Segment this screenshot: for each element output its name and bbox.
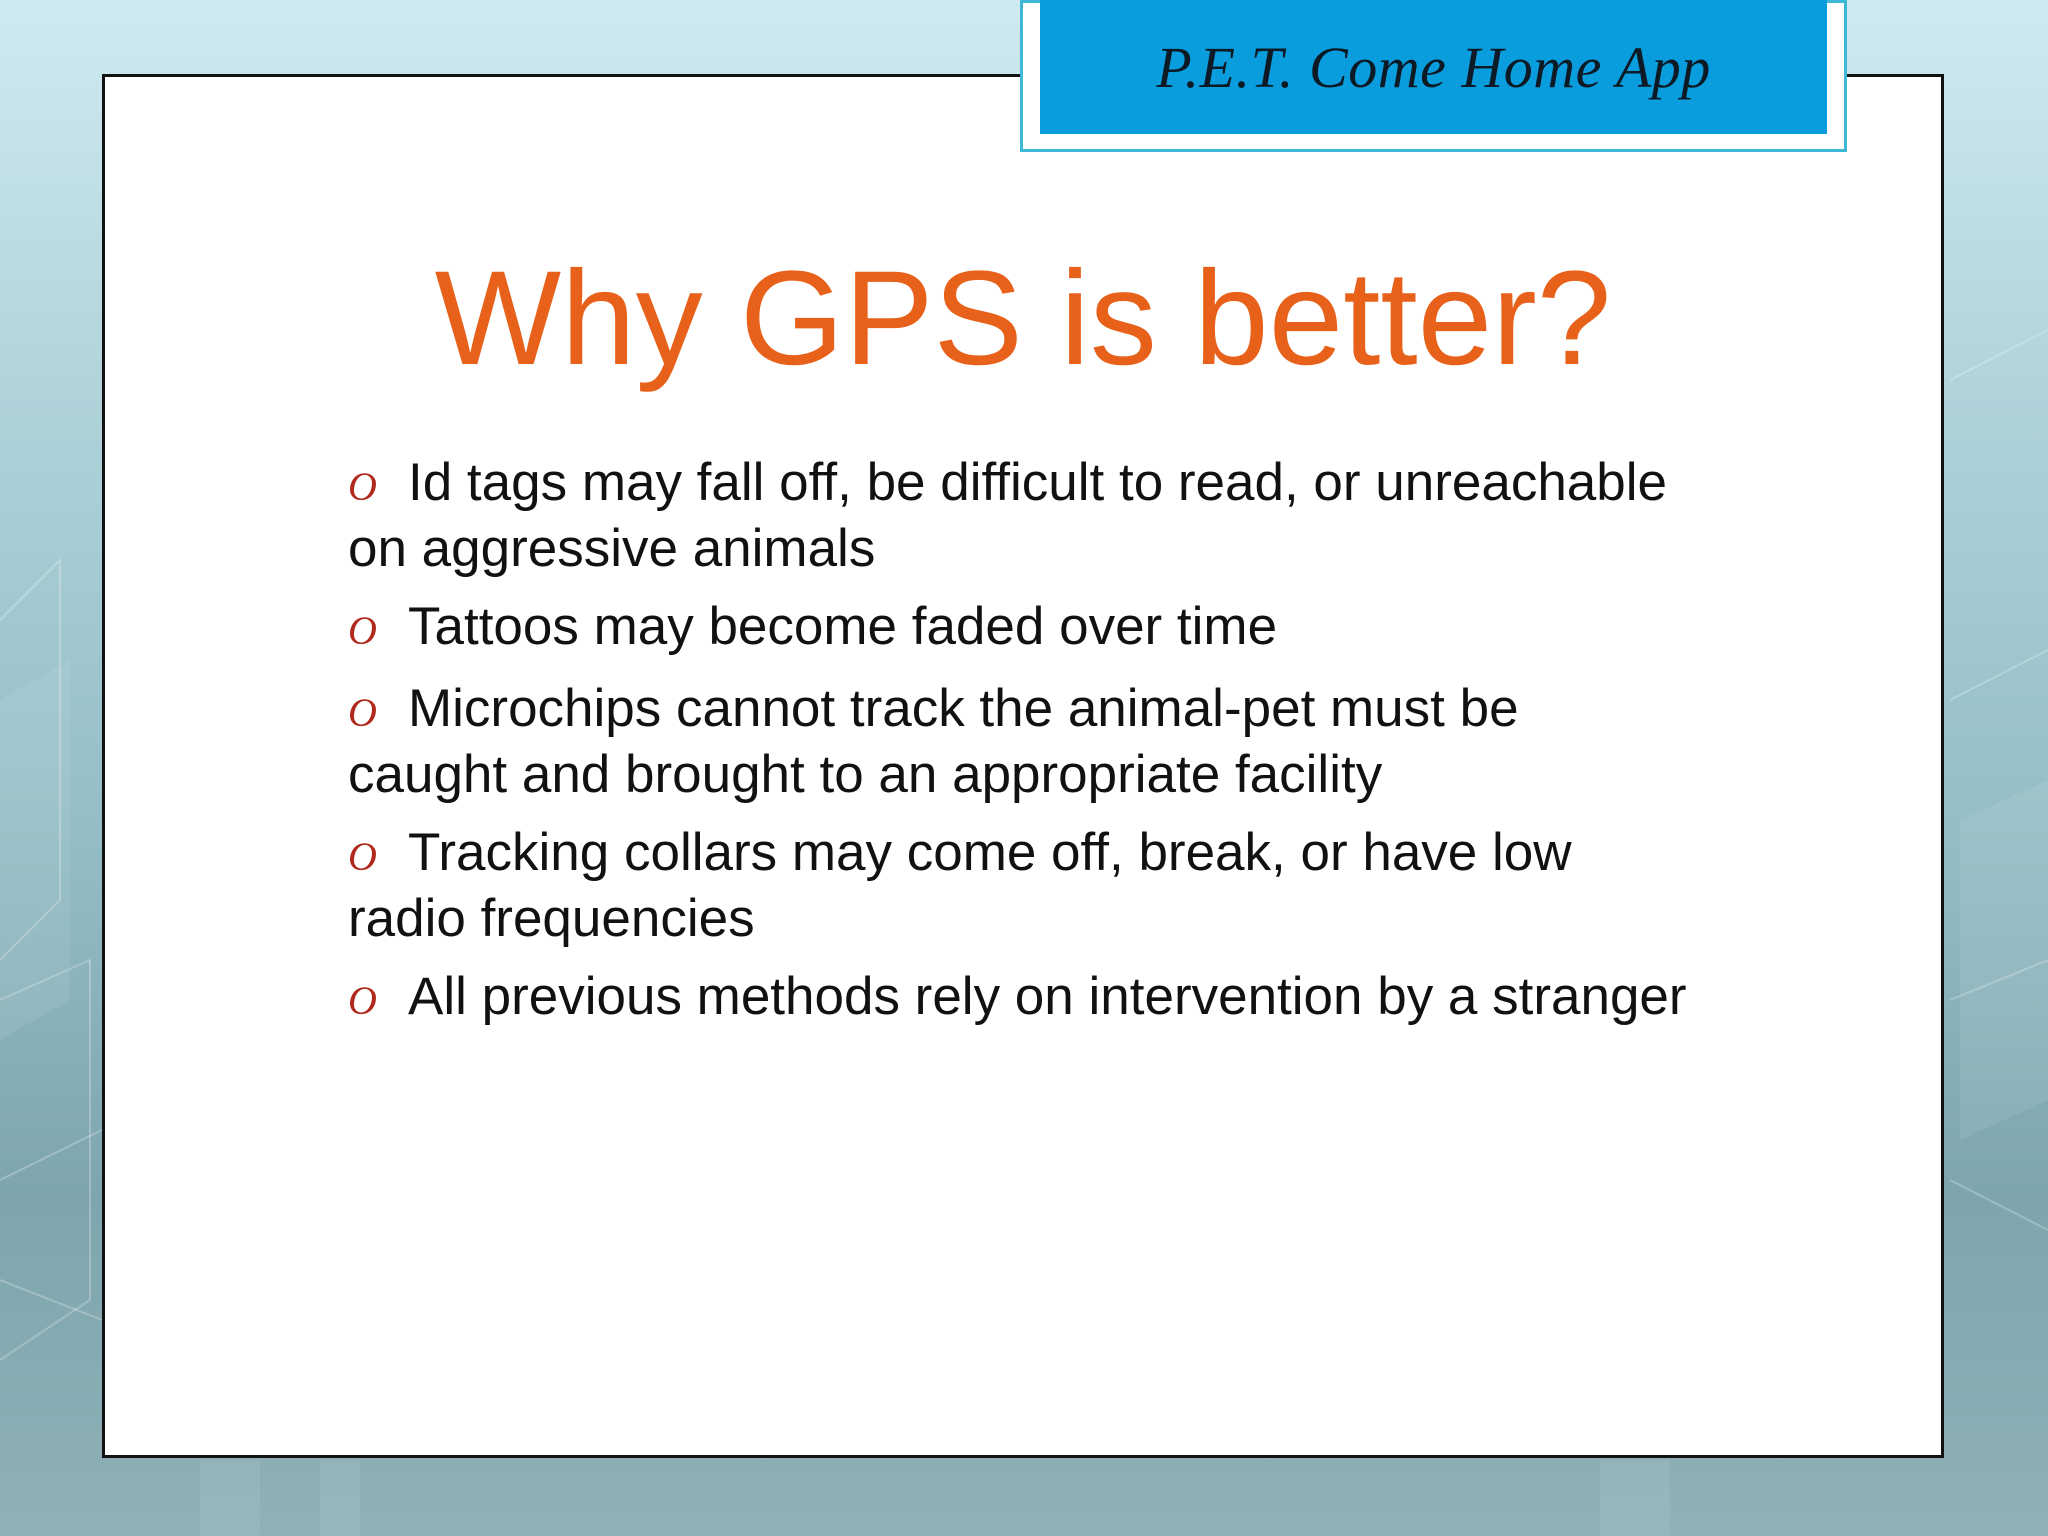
bullet-text: Microchips cannot track the animal-pet must be caught and brought to an appropriate facility: [348, 679, 1519, 804]
bullet-marker-icon: O: [348, 978, 377, 1023]
slide-title-text: Why GPS is better?: [434, 244, 1612, 393]
list-item: [348, 966, 1688, 1032]
bullet-marker-icon: O: [348, 464, 377, 509]
header-banner: [1040, 0, 1827, 134]
bullet-marker-icon: O: [348, 690, 377, 735]
bullet-marker-icon: O: [348, 608, 377, 653]
list-item: [348, 596, 1688, 662]
list-item: [348, 822, 1688, 950]
bullet-text: Tracking collars may come off, break, or have low radio frequencies: [348, 823, 1572, 948]
slide-title: [0, 244, 2048, 393]
list-item: [348, 678, 1688, 806]
bullet-list: [348, 452, 1688, 1048]
bullet-marker-icon: O: [348, 834, 377, 879]
app-title: P.E.T. Come Home App: [1156, 34, 1711, 100]
list-item: [348, 452, 1688, 580]
bullet-text: Tattoos may become faded over time: [408, 597, 1278, 656]
bullet-text: Id tags may fall off, be difficult to read, or unreachable on aggressive animals: [348, 453, 1668, 578]
bullet-text: All previous methods rely on intervention by a stranger: [408, 967, 1687, 1026]
